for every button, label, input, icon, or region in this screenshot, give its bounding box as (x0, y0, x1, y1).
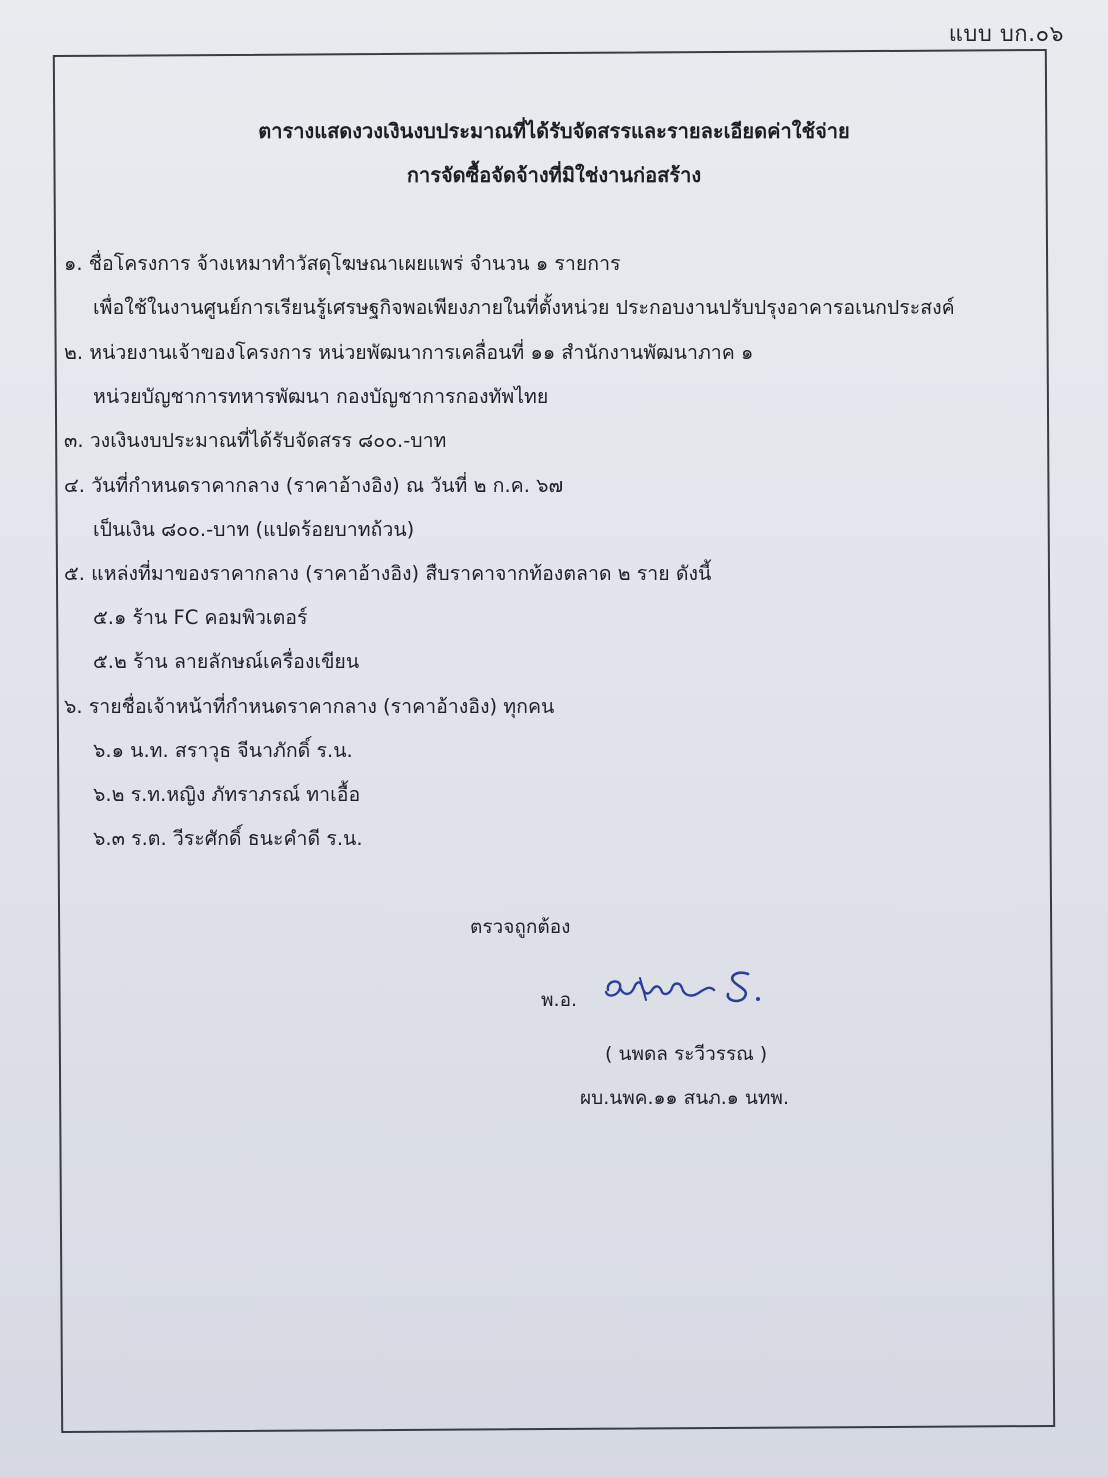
item-4-reference-date: ๔. วันที่กำหนดราคากลาง (ราคาอ้างอิง) ณ วันที่ ๒ ก.ค. ๖๗ (64, 474, 564, 497)
signer-position: ผบ.นพค.๑๑ สนภ.๑ นทพ. (580, 1087, 789, 1109)
item-3-budget: ๓. วงเงินงบประมาณที่ได้รับจัดสรร ๘๐๐.-บาท (64, 429, 447, 452)
item-1-project-name: ๑. ชื่อโครงการ จ้างเหมาทำวัสดุโฆษณาเผยแพร่ จำนวน ๑ รายการ (64, 252, 621, 275)
item-5-1-shop: ๕.๑ ร้าน FC คอมพิวเตอร์ (93, 606, 308, 629)
item-2-owner-unit: ๒. หน่วยงานเจ้าของโครงการ หน่วยพัฒนาการเคลื่อนที่ ๑๑ สำนักงานพัฒนาภาค ๑ (64, 341, 754, 364)
item-5-price-source: ๕. แหล่งที่มาของราคากลาง (ราคาอ้างอิง) สืบราคาจากท้องตลาด ๒ ราย ดังนี้ (64, 562, 712, 585)
form-code: แบบ บก.๐๖ (948, 22, 1064, 47)
item-5-2-shop: ๕.๒ ร้าน ลายลักษณ์เครื่องเขียน (93, 650, 360, 673)
item-4-amount: เป็นเงิน ๘๐๐.-บาท (แปดร้อยบาทถ้วน) (93, 518, 415, 541)
item-6-officers: ๖. รายชื่อเจ้าหน้าที่กำหนดราคากลาง (ราคาอ้างอิง) ทุกคน (64, 695, 555, 718)
item-6-2-officer: ๖.๒ ร.ท.หญิง ภัทราภรณ์ ทาเอื้อ (93, 783, 361, 806)
signer-rank: พ.อ. (541, 989, 578, 1011)
document-title-line2: การจัดซื้อจัดจ้างที่มิใช่งานก่อสร้าง (406, 163, 702, 187)
item-1-purpose: เพื่อใช้ในงานศูนย์การเรียนรู้เศรษฐกิจพอเพียงภายในที่ตั้งหน่วย ประกอบงานปรับปรุงอาคารอเนกประสงค์ (93, 296, 955, 319)
item-2-owner-unit-cont: หน่วยบัญชาการทหารพัฒนา กองบัญชาการกองทัพไทย (93, 385, 549, 408)
verified-label: ตรวจถูกต้อง (470, 916, 571, 938)
document-title-line1: ตารางแสดงวงเงินงบประมาณที่ได้รับจัดสรรและรายละเอียดค่าใช้จ่าย (258, 119, 850, 143)
item-6-1-officer: ๖.๑ น.ท. สราวุธ จีนาภักดิ์ ร.น. (93, 739, 353, 762)
signer-name: ( นพดล ระวีวรรณ ) (605, 1043, 768, 1065)
handwritten-signature (600, 966, 775, 1010)
item-6-3-officer: ๖.๓ ร.ต. วีระศักดิ์ ธนะคำดี ร.น. (93, 827, 363, 850)
